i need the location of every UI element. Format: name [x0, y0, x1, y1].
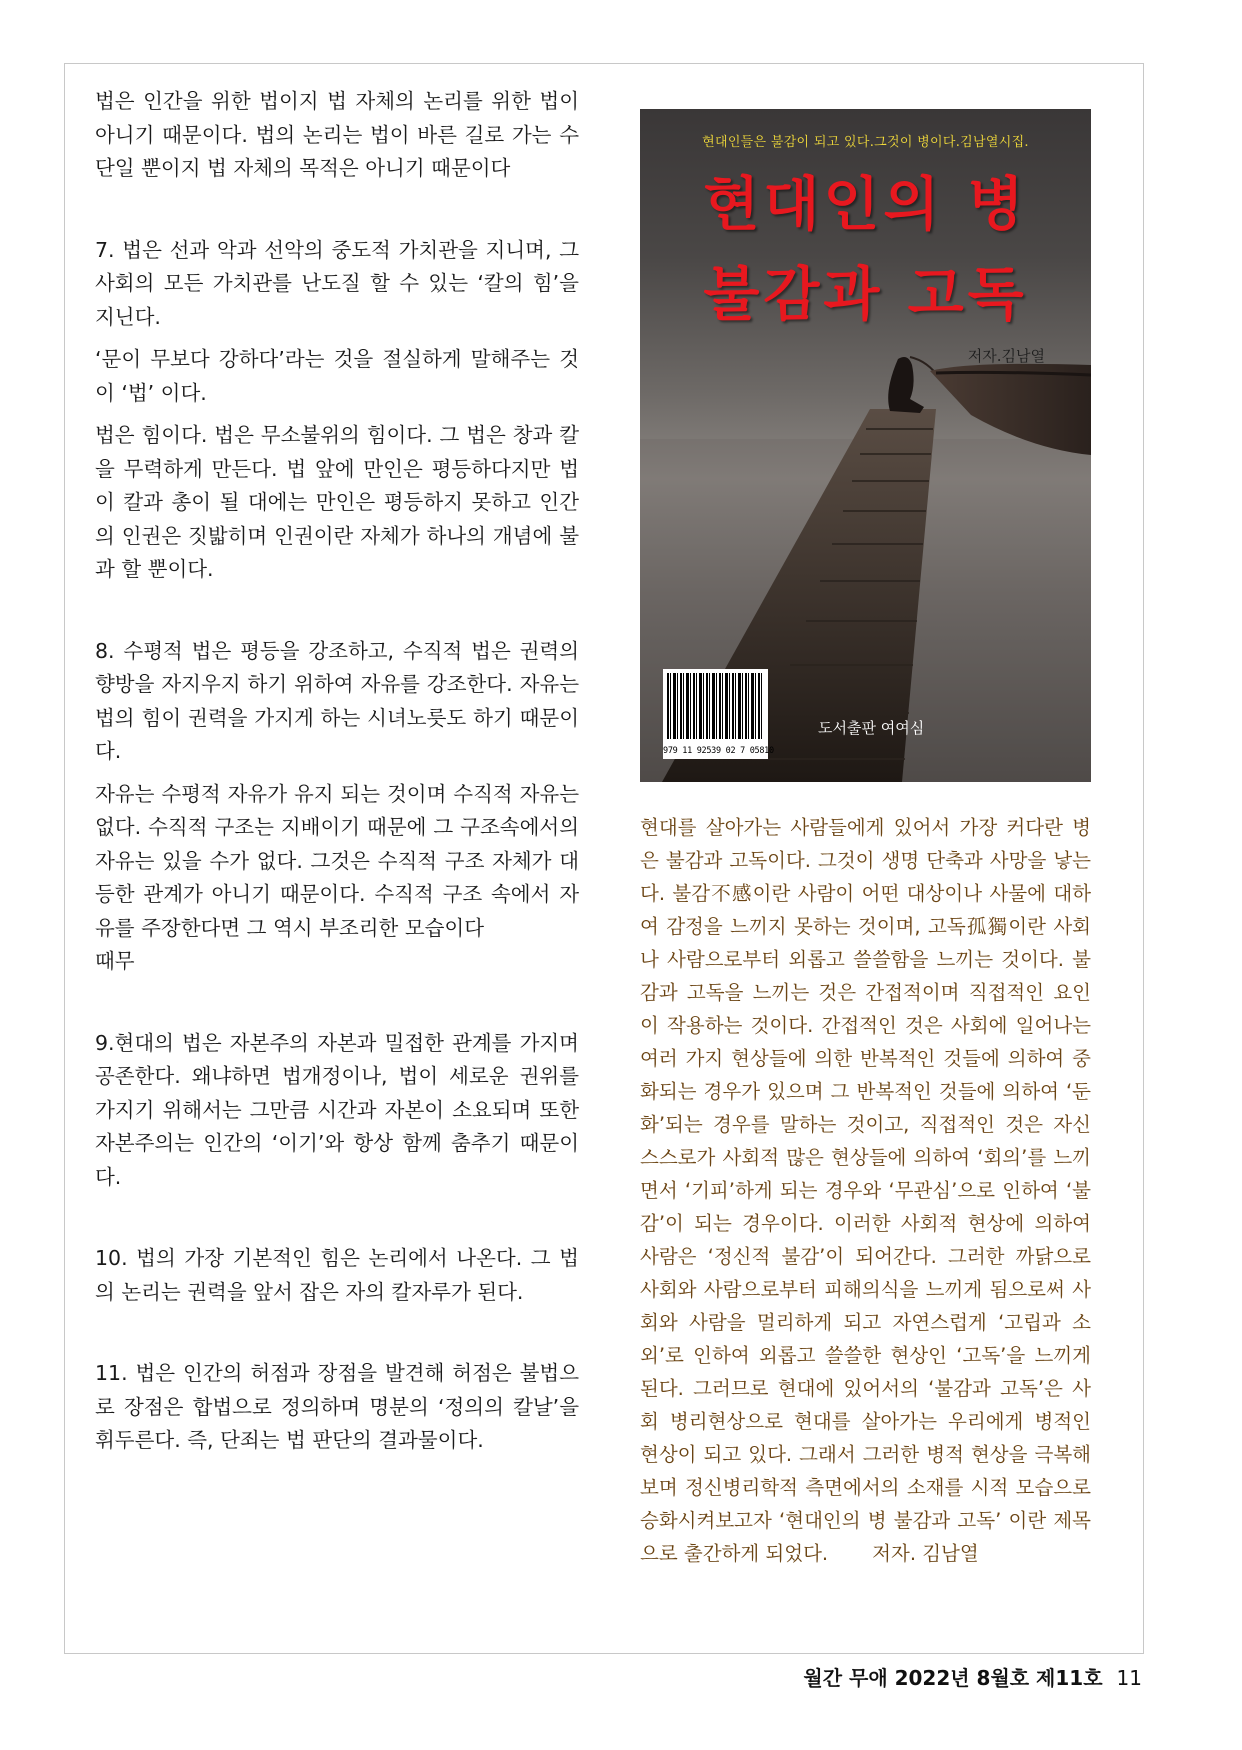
- paragraph-law-power: 법은 힘이다. 법은 무소불위의 힘이다. 그 법은 창과 칼을 무력하게 만든다. 법 앞에 만인은 평등하다지만 법이 칼과 총이 될 대에는 만인은 평등하지 못하고 인간의 인권은 짓밟히며 인권이란 자체가 하나의 개념에 불과 할 뿐이다.: [95, 423, 579, 581]
- footer-magazine-issue: 월간 무애 2022년 8월호 제11호: [803, 1666, 1103, 1690]
- book-intro-signature: 저자. 김남열: [872, 1542, 979, 1565]
- paragraph-item-11: 11. 법은 인간의 허점과 장점을 발견해 허점은 불법으로 장점은 합법으로 정의하며 명분의 ‘정의의 칼날’을 휘두른다. 즉, 단죄는 법 판단의 결과물이다.: [95, 1361, 579, 1452]
- paragraph-item-8: 8. 수평적 법은 평등을 강조하고, 수직적 법은 권력의 향방을 자지우지 하기 위하여 자유를 강조한다. 자유는 법의 힘이 권력을 가지게 하는 시녀노릇도 하기 때문이다.: [95, 638, 579, 763]
- cover-title-line2: 불감과 고독: [703, 260, 1028, 328]
- page-footer: [803, 1662, 1142, 1691]
- book-introduction: [640, 811, 1091, 1570]
- paragraph-fragment: 때무: [95, 949, 135, 973]
- paragraph-pen-mightier: ‘문이 무보다 강하다’라는 것을 절실하게 말해주는 것이 ‘법’ 이다.: [95, 347, 579, 405]
- book-cover-image: [640, 109, 1091, 782]
- cover-publisher: 도서출판 여여심: [818, 719, 925, 737]
- cover-tagline: 현대인들은 불감이 되고 있다.그것이 병이다.김남열시집.: [702, 135, 1029, 150]
- barcode-number: 979 11 92539 02 7 05810: [663, 746, 774, 756]
- cover-author: 저자.김남열: [967, 347, 1045, 365]
- left-column: [95, 85, 579, 1458]
- right-column: [640, 811, 1091, 1570]
- barcode-bars: [667, 673, 764, 739]
- barcode: [663, 669, 774, 759]
- paragraph-item-9: 9.현대의 법은 자본주의 자본과 밀접한 관계를 가지며 공존한다. 왜냐하면 법개정이나, 법이 세로운 권위를 가지기 위해서는 그만큼 시간과 자본이 소요되며 또한 자본주의는 인간의 ‘이기’와 항상 함께 춤추기 때문이다.: [95, 1030, 579, 1189]
- cover-title-line1: 현대인의 병: [703, 170, 1028, 238]
- book-intro-text: 현대를 살아가는 사람들에게 있어서 가장 커다란 병은 불감과 고독이다. 그것이 생명 단축과 사망을 낳는다. 불감不感이란 사람이 어떤 대상이나 사물에 대하여 감정을 느끼지 못하는 것이며, 고독孤獨이란 사회나 사람으로부터 외롭고 쓸쓸함을 느끼는 것이다. 불감과 고독을 느끼는 것은 간접적이며 직접적인 요인이 작용하는 것이다. 간접적인 것은 사회에 일어나는 여러 가지 현상들에 의한 반복적인 것들에 의하여 중화되는 경우가 있으며 그 반복적인 것들에 의하여 ‘둔화’되는 경우를 말하는 것이고, 직접적인 것은 자신 스스로가 사회적 많은 현상들에 의하여 ‘회의’를 느끼면서 ‘기피’하게 되는 경우와 ‘무관심’으로 인하여 ‘불감’이 되는 경우이다. 이러한 사회적 현상에 의하여 사람은 ‘정신적 불감’이 되어간다. 그러한 까닭으로 사회와 사람으로부터 피해의식을 느끼게 됨으로써 사회와 사람을 멀리하게 되고 자연스럽게 ‘고립과 소외’로 인하여 외롭고 쓸쓸한 현상인 ‘고독’을 느끼게 된다. 그러므로 현대에 있어서의 ‘불감과 고독’은 사회 병리현상으로 현대를 살아가는 우리에게 병적인 현상이 되고 있다. 그래서 그러한 병적 현상을 극복해보며 정신병리학적 측면에서의 소재를 시적 모습으로 승화시켜보고자 ‘현대인의 병 불감과 고독’ 이란 제목으로 출간하게 되었다.: [640, 816, 1091, 1565]
- paragraph-freedom: 자유는 수평적 자유가 유지 되는 것이며 수직적 자유는 없다. 수직적 구조는 지배이기 때문에 그 구조속에서의 자유는 있을 수가 없다. 그것은 수직적 구조 자체가 대등한 관계가 아니기 때문이다. 수직적 구조 속에서 자유를 주장한다면 그 역시 부조리한 모습이다: [95, 781, 579, 940]
- page-number: 11: [1116, 1666, 1142, 1690]
- paragraph-law-purpose: 법은 인간을 위한 법이지 법 자체의 논리를 위한 법이 아니기 때문이다. 법의 논리는 법이 바른 길로 가는 수단일 뿐이지 법 자체의 목적은 아니기 때문이다: [95, 89, 579, 180]
- paragraph-item-7: 7. 법은 선과 악과 선악의 중도적 가치관을 지니며, 그 사회의 모든 가치관를 난도질 할 수 있는 ‘칼의 힘’을 지닌다.: [95, 237, 579, 329]
- paragraph-item-10: 10. 법의 가장 기본적인 힘은 논리에서 나온다. 그 법의 논리는 권력을 앞서 잡은 자의 칼자루가 된다.: [95, 1246, 579, 1304]
